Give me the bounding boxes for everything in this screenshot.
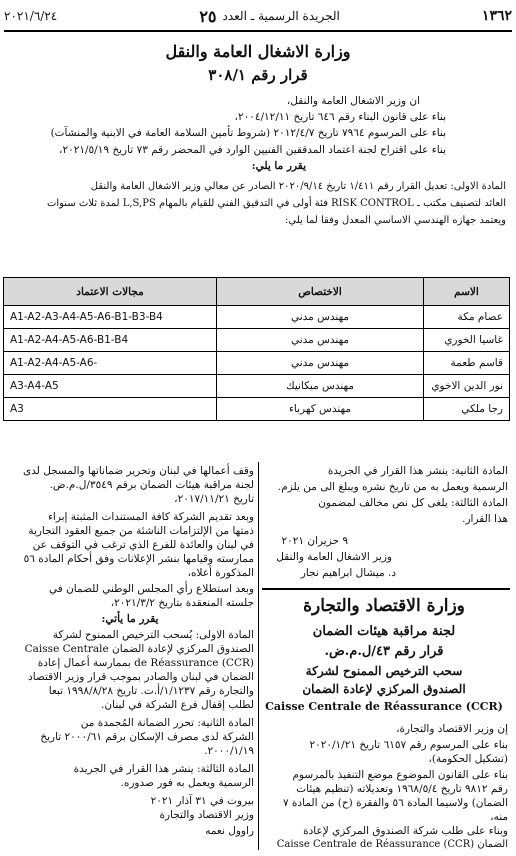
decides-line: يقرر ما يلي:	[251, 160, 306, 172]
signature-date: ٩ حزيران ٢٠٢١	[281, 535, 348, 547]
preamble-line: بناء على المرسوم ٧٩٦٤ تاريخ ٢٠١٢/٤/٧ (شروط تأمين السلامة العامة في الابنية والمنشآت)	[50, 127, 446, 139]
left-signature-name: راوول نعمه	[205, 825, 254, 837]
cell-name: غاسيا الخوري	[424, 329, 510, 352]
table-header-row	[4, 278, 510, 306]
left-col-line: وبعد تقديم الشركة كافة المستندات المثبتة إبراء	[47, 511, 254, 523]
left-signature-title: وزير الاقتصاد والتجارة	[159, 809, 254, 821]
decides-line: يقرر ما يأتي:	[101, 613, 159, 625]
ministry2-line: منه،	[490, 811, 508, 823]
ministry2-line: (تشكيل الحكومة)،	[428, 753, 508, 765]
left-col-line: تاريخ ٢٠١٧/١١/٢١،	[174, 493, 254, 505]
preamble-line: بناء على قانون البناء رقم ٦٤٦ تاريخ ٢٠٠٤/١٢/١١،	[234, 111, 446, 123]
left-col-line: لطلب إقفال فرع الشركة في لبنان.	[101, 699, 254, 711]
subject-line-latin: Caisse Centrale de Réassurance (CCR)	[265, 700, 503, 713]
left-col-line: ذمتها من الإلتزامات الناشئة من جميع العقود التجارية	[28, 525, 254, 537]
issue-number: ٢٥	[199, 6, 217, 26]
signature-title: وزير الاشغال العامة والنقل	[276, 551, 392, 563]
article-1-line: ويعتمد جهازه الهندسي الاساسي المعدل وفقا لما يلي:	[284, 215, 506, 226]
cell-scope: A3-A4-A5	[4, 375, 217, 398]
article-3-line: هذا القرار.	[462, 513, 508, 525]
col-specialty-header: الاختصاص	[217, 278, 424, 306]
left-col-line: الصندوق المركزي لإعادة الضمان Caisse Centrale	[24, 643, 254, 655]
decision-number: قرار رقم ٣٠٨/١	[208, 66, 308, 84]
ministry2-line: الضمان) ولاسيما المادة ٥٦ والفقرة (ح) من المادة ٧	[282, 797, 508, 809]
table-row	[4, 398, 510, 421]
left-col-line: de Réassurance (CCR) بممارسة أعمال إعادة	[37, 657, 254, 669]
decision2-number: قرار رقم ٤٣/ل.م.ض.	[324, 644, 444, 659]
left-col-line: المادة الثالثة: ينشر هذا القرار في الجريدة	[73, 763, 254, 775]
committee-name: لجنة مراقبة هيئات الضمان	[312, 624, 456, 639]
left-signature-date: بيروت في ٣١ آذار ٢٠٢١	[150, 795, 254, 807]
left-col-line: ممارسته وقيامها بنشر الإعلانات وفق أحكام المادة ٥٦	[23, 553, 254, 565]
article-3-line: المادة الثالثة: يلغى كل نص مخالف لمضمون	[318, 497, 508, 509]
col-scope-header: مجالات الاعتماد	[4, 278, 217, 306]
table-row	[4, 352, 510, 375]
section-rule	[262, 588, 510, 590]
left-col-line: وبعد استطلاع رأي المجلس الوطني للضمان في	[48, 583, 254, 595]
cell-specialty: مهندس مدني	[217, 329, 424, 352]
issue-date: ٢٠٢١/٦/٢٤	[4, 9, 58, 23]
signature-name: د. ميشال ابراهيم نجار	[300, 567, 396, 579]
cell-specialty: مهندس كهرباء	[217, 398, 424, 421]
issue-info	[199, 7, 340, 26]
left-col-line: في لبنان والعائدة للفرع الذي ترغب في التوقف عن	[32, 539, 254, 551]
left-col-line: المادة الثانية: تحرر الضمانة المُجمدة من	[80, 717, 254, 729]
table-row	[4, 306, 510, 329]
left-col-line: الشركة لدى مصرف الإسكان برقم ٢٠٠٠/٦١ تاريخ	[40, 731, 254, 743]
left-col-line: ٢٠٠٠/١/١٩.	[204, 745, 254, 757]
column-divider	[258, 462, 259, 850]
article-1-line: العائد لتصنيف مكتب ـ RISK CONTROL فئة أولى في التدقيق الفني للقيام بالمهام L,S,PS لمدة ثلاث سنوات	[46, 198, 506, 209]
cell-scope: A1-A2-A4-A5-A6-B1-B4	[4, 329, 217, 352]
left-col-line: المذكورة أعلاه،	[187, 567, 254, 579]
ministry2-line: وبناء على طلب شركة الصندوق المركزي لإعادة	[303, 825, 508, 837]
article-2-line: الرسمية ويعمل به من تاريخ نشره ويبلغ الى من يلزم.	[277, 481, 508, 493]
cell-specialty: مهندس مدني	[217, 306, 424, 329]
cell-scope: A1-A2-A3-A4-A5-A6-B1-B3-B4	[4, 306, 217, 329]
ministry2-line: بناء على القانون الموضوع موضع التنفيذ بالمرسوم	[292, 769, 508, 781]
left-col-line: وقف أعمالها في لبنان وتحرير ضماناتها والمسجل لدى	[22, 465, 254, 477]
left-col-line: والتجارة رقم ١/١٢٣٧/أ.ت. تاريخ ١٩٩٨/٨/٢٨ تبعا	[48, 685, 254, 697]
preamble-line: ان وزير الاشغال العامة والنقل،	[286, 95, 420, 107]
page-header	[4, 6, 512, 26]
table-row	[4, 329, 510, 352]
ministry2-line: إن وزير الاقتصاد والتجارة،	[396, 723, 508, 735]
preamble-line: بناء على اقتراح لجنة اعتماد المدققين الفنيين الوارد في المحضر رقم ٧٣ تاريخ ٢٠٢١/٥/١٩،	[59, 144, 446, 156]
article-2-line: المادة الثانية: ينشر هذا القرار في الجريدة	[327, 465, 508, 477]
ministry2-line: رقم ٩٨١٢ تاريخ ١٩٦٨/٥/٤ وتعديلاته (تنظيم هيئات	[296, 783, 508, 795]
subject-line: سحب الترخيص الممنوح لشركة	[305, 664, 463, 678]
cell-specialty: مهندس مدني	[217, 352, 424, 375]
journal-name: الجريدة الرسمية ـ العدد	[222, 9, 340, 23]
left-col-line: المادة الاولى: يُسحب الترخيص الممنوح لشركة	[52, 629, 254, 641]
page-number: ١٣٦٢	[481, 8, 512, 24]
ministry2-line: الضمان Caisse Centrale de Réassurance (CCR)	[276, 839, 508, 850]
header-rule	[4, 30, 512, 32]
left-col-line: لجنة مراقبة هيئات الضمان برقم ٣٥٤٩/ل.م.ض.	[49, 479, 254, 491]
ministry2-line: بناء على المرسوم رقم ٦١٥٧ تاريخ ٢٠٢٠/١/٢١	[309, 739, 508, 751]
cell-name: نور الدين الاخوي	[424, 375, 510, 398]
col-name-header: الاسم	[424, 278, 510, 306]
ministry-title: وزارة الاشغال العامة والنقل	[165, 42, 351, 61]
engineers-table	[3, 277, 510, 421]
cell-name: رجا ملكي	[424, 398, 510, 421]
left-col-line: الضمان في لبنان والصادر بموجب قرار وزير الاقتصاد	[28, 671, 254, 683]
left-col-line: جلسته المنعقدة بتاريخ ٢٠٢١/٣/٢،	[110, 597, 254, 609]
cell-name: قاسم طعمة	[424, 352, 510, 375]
table-row	[4, 375, 510, 398]
cell-scope: A3	[4, 398, 217, 421]
ministry2-title: وزارة الاقتصاد والتجارة	[303, 596, 465, 616]
article-1-line: المادة الاولى: تعديل القرار رقم ١/٤١١ تاريخ ٢٠٢٠/٩/١٤ الصادر عن معالي وزير الاشغال العامة والنقل	[90, 181, 506, 192]
left-col-line: الرسمية ويعمل به فور صدوره.	[120, 777, 254, 789]
subject-line: الصندوق المركزي لإعادة الضمان	[302, 682, 466, 696]
cell-name: عصام مكة	[424, 306, 510, 329]
cell-scope: A1-A2-A4-A5-A6-	[4, 352, 217, 375]
cell-specialty: مهندس ميكانيك	[217, 375, 424, 398]
